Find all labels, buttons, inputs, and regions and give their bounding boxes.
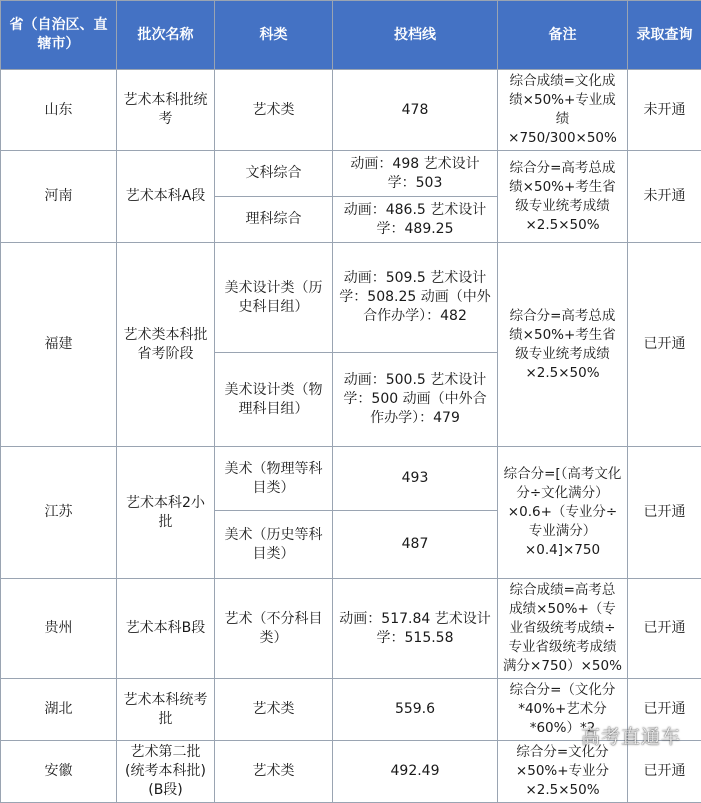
batch-cell: 艺术本科2小批: [117, 447, 215, 579]
score-cell: 动画：498 艺术设计学：503: [333, 151, 498, 197]
province-cell: 江苏: [1, 447, 117, 579]
batch-cell: 艺术第二批(统考本科批)(B段): [117, 741, 215, 803]
score-cell: 487: [333, 511, 498, 579]
table-row: [1, 679, 701, 741]
score-cell: 493: [333, 447, 498, 511]
header-batch: 批次名称: [117, 1, 215, 70]
subject-cell: 艺术类: [215, 70, 333, 151]
query-status-cell: 已开通: [628, 243, 701, 447]
batch-cell: 艺术类本科批省考阶段: [117, 243, 215, 447]
query-status-cell: 已开通: [628, 741, 701, 803]
batch-cell: 艺术本科A段: [117, 151, 215, 243]
subject-cell: 美术设计类（历史科目组）: [215, 243, 333, 353]
query-status-cell: 已开通: [628, 679, 701, 741]
subject-cell: 美术（物理等科目类）: [215, 447, 333, 511]
province-cell: 福建: [1, 243, 117, 447]
batch-cell: 艺术本科批统考: [117, 70, 215, 151]
province-cell: 贵州: [1, 579, 117, 679]
table-row: [1, 741, 701, 803]
header-query: 录取查询: [628, 1, 701, 70]
province-cell: 山东: [1, 70, 117, 151]
batch-cell: 艺术本科统考批: [117, 679, 215, 741]
query-status-cell: 未开通: [628, 151, 701, 243]
table-row: [1, 70, 701, 151]
subject-cell: 艺术类: [215, 741, 333, 803]
province-cell: 安徽: [1, 741, 117, 803]
note-cell: 综合分=[（高考文化分÷文化满分）×0.6+（专业分÷专业满分）×0.4]×750: [498, 447, 628, 579]
score-cell: 492.49: [333, 741, 498, 803]
query-status-cell: 已开通: [628, 447, 701, 579]
province-cell: 河南: [1, 151, 117, 243]
subject-cell: 文科综合: [215, 151, 333, 197]
note-cell: 综合成绩=高考总成绩×50%+（专业省级统考成绩÷专业省级统考成绩满分×750）×50%: [498, 579, 628, 679]
score-cell: 动画：500.5 艺术设计学：500 动画（中外合作办学）：479: [333, 353, 498, 447]
batch-cell: 艺术本科B段: [117, 579, 215, 679]
score-cell: 动画：509.5 艺术设计学：508.25 动画（中外合作办学）：482: [333, 243, 498, 353]
score-cell: 动画：486.5 艺术设计学：489.25: [333, 197, 498, 243]
header-province: 省（自治区、直辖市）: [1, 1, 117, 70]
table-header-row: [1, 1, 701, 70]
score-cell: 478: [333, 70, 498, 151]
subject-cell: 艺术类: [215, 679, 333, 741]
subject-cell: 艺术（不分科目类）: [215, 579, 333, 679]
watermark-text: 高考直通车: [581, 722, 681, 749]
table-row: [1, 151, 701, 197]
subject-cell: 美术设计类（物理科目组）: [215, 353, 333, 447]
table-row: [1, 447, 701, 511]
table-row: [1, 243, 701, 353]
note-cell: 综合分=高考总成绩×50%+考生省级专业统考成绩×2.5×50%: [498, 243, 628, 447]
note-cell: 综合分=高考总成绩×50%+考生省级专业统考成绩×2.5×50%: [498, 151, 628, 243]
subject-cell: 理科综合: [215, 197, 333, 243]
score-cell: 559.6: [333, 679, 498, 741]
header-subject: 科类: [215, 1, 333, 70]
query-status-cell: 已开通: [628, 579, 701, 679]
note-cell: 综合成绩=文化成绩×50%+专业成绩×750/300×50%: [498, 70, 628, 151]
note-cell: 综合分=文化分×50%+专业分×2.5×50%: [498, 741, 628, 803]
score-cell: 动画：517.84 艺术设计学：515.58: [333, 579, 498, 679]
note-cell: 综合分=（文化分*40%+艺术分*60%）*2: [498, 679, 628, 741]
query-status-cell: 未开通: [628, 70, 701, 151]
table-row: [1, 579, 701, 679]
province-cell: 湖北: [1, 679, 117, 741]
header-note: 备注: [498, 1, 628, 70]
subject-cell: 美术（历史等科目类）: [215, 511, 333, 579]
header-score: 投档线: [333, 1, 498, 70]
